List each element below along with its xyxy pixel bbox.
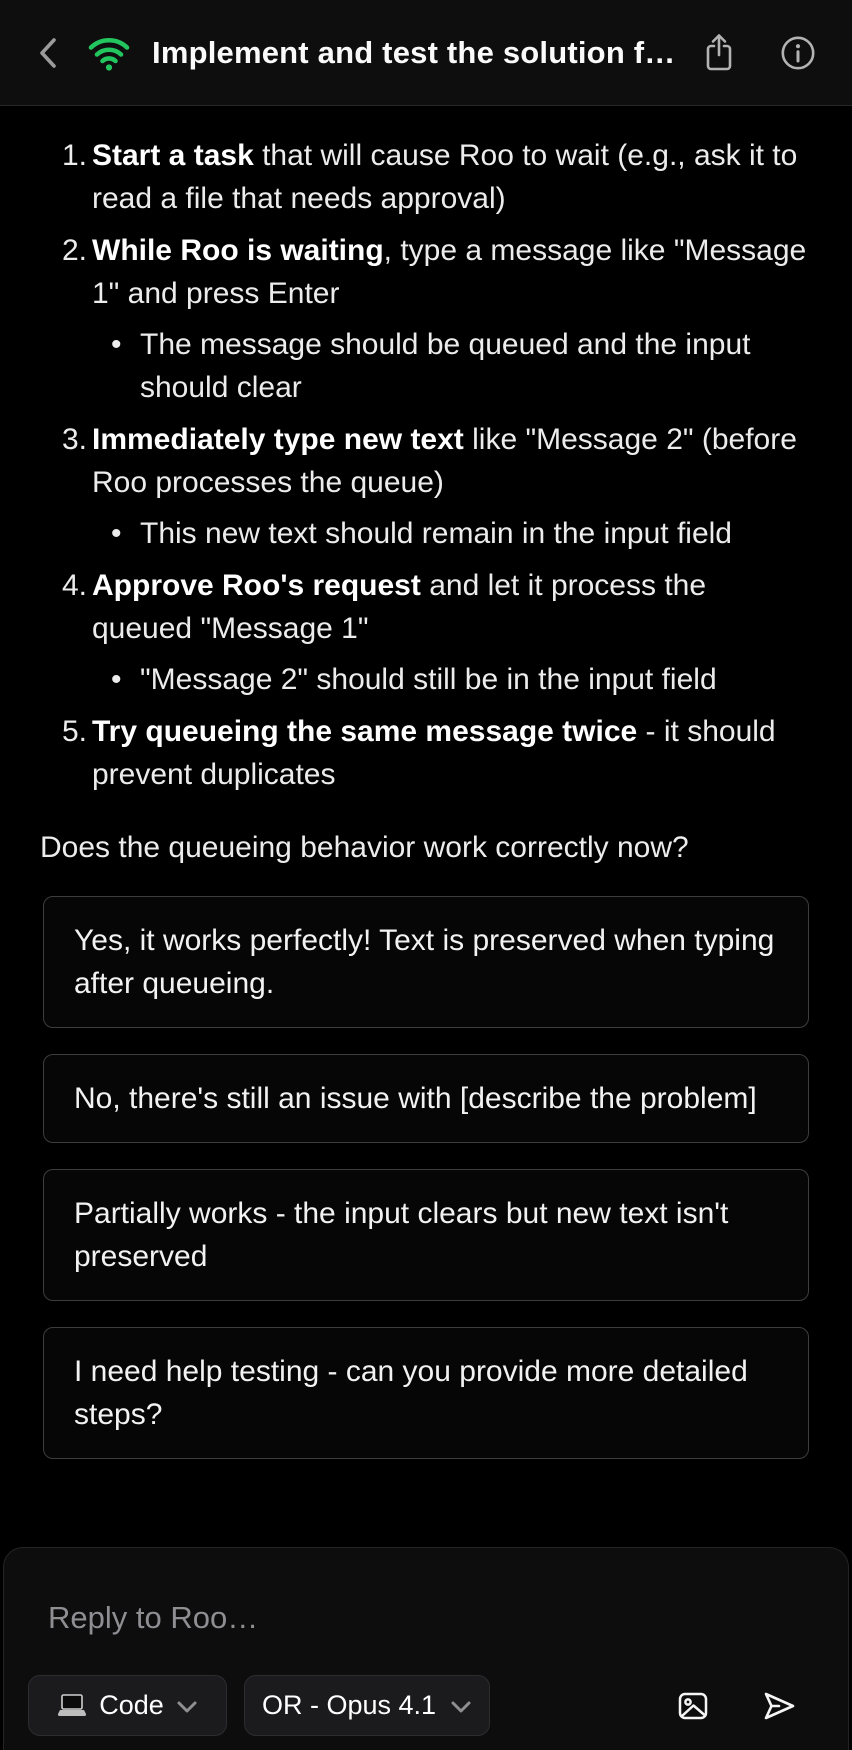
step-bold-text: Try queueing the same message twice <box>92 715 638 748</box>
step-bold-text: Start a task <box>92 139 254 172</box>
send-button[interactable] <box>756 1685 802 1727</box>
step-number: 1. <box>62 139 88 172</box>
instruction-step <box>0 134 812 220</box>
send-icon <box>762 1691 796 1721</box>
chat-message <box>0 134 852 1485</box>
suggestion-button[interactable]: Partially works - the input clears but new text isn't preserved <box>43 1169 809 1301</box>
suggestion-button[interactable]: I need help testing - can you provide more detailed steps? <box>43 1327 809 1459</box>
chevron-left-icon <box>36 35 60 71</box>
composer-toolbar <box>28 1675 802 1736</box>
instruction-step <box>0 229 812 409</box>
step-number: 5. <box>62 715 88 748</box>
instruction-step <box>0 418 812 555</box>
step-text: and let it process the queued "Message 1" <box>92 569 707 645</box>
chevron-down-icon <box>450 1700 472 1714</box>
sub-bullet: • "Message 2" should still be in the input field <box>92 658 812 701</box>
step-text: - it should prevent duplicates <box>92 715 776 791</box>
question-text: Does the queueing behavior work correctly now? <box>40 831 689 864</box>
mode-label: Code <box>99 1690 164 1720</box>
nav-bar <box>0 0 852 106</box>
image-icon <box>678 1692 708 1720</box>
chevron-down-icon <box>176 1700 198 1714</box>
sub-bullet-list <box>92 512 812 555</box>
share-icon <box>704 33 734 73</box>
instruction-step <box>0 564 812 701</box>
step-bold-text: Approve Roo's request <box>92 569 421 602</box>
suggestion-button[interactable]: No, there's still an issue with [describe the problem] <box>43 1054 809 1143</box>
info-button[interactable] <box>774 29 822 77</box>
model-label: OR - Opus 4.1 <box>261 1690 437 1720</box>
step-number: 2. <box>62 234 88 267</box>
sub-bullet-list <box>92 323 812 409</box>
step-number: 3. <box>62 423 88 456</box>
sub-bullet: • The message should be queued and the input should clear <box>92 323 812 409</box>
step-text: that will cause Roo to wait (e.g., ask it to read a file that needs approval) <box>92 139 798 215</box>
composer <box>3 1547 849 1750</box>
page-title: Implement and test the solution f… <box>152 34 676 70</box>
reply-input[interactable] <box>48 1600 258 1636</box>
wifi-icon <box>88 34 130 72</box>
suggestion-list <box>43 896 809 1459</box>
step-bold-text: While Roo is waiting <box>92 234 384 267</box>
step-text: , type a message like "Message 1" and press Enter <box>92 234 807 310</box>
instruction-step <box>0 710 812 796</box>
attach-image-button[interactable] <box>672 1686 714 1726</box>
suggestion-button[interactable]: Yes, it works perfectly! Text is preserved when typing after queueing. <box>43 896 809 1028</box>
step-bold-text: Immediately type new text <box>92 423 464 456</box>
step-text: like "Message 2" (before Roo processes the queue) <box>92 423 797 499</box>
mode-select-button[interactable] <box>28 1675 227 1736</box>
share-button[interactable] <box>698 27 740 79</box>
instruction-list <box>0 134 852 796</box>
laptop-icon <box>57 1693 87 1719</box>
back-button[interactable] <box>26 25 70 81</box>
step-number: 4. <box>62 569 88 602</box>
sub-bullet-list <box>92 658 812 701</box>
model-select-button[interactable] <box>244 1675 490 1736</box>
reply-placeholder: Reply to Roo… <box>48 1600 259 1635</box>
info-icon <box>780 35 816 71</box>
sub-bullet: • This new text should remain in the input field <box>92 512 812 555</box>
